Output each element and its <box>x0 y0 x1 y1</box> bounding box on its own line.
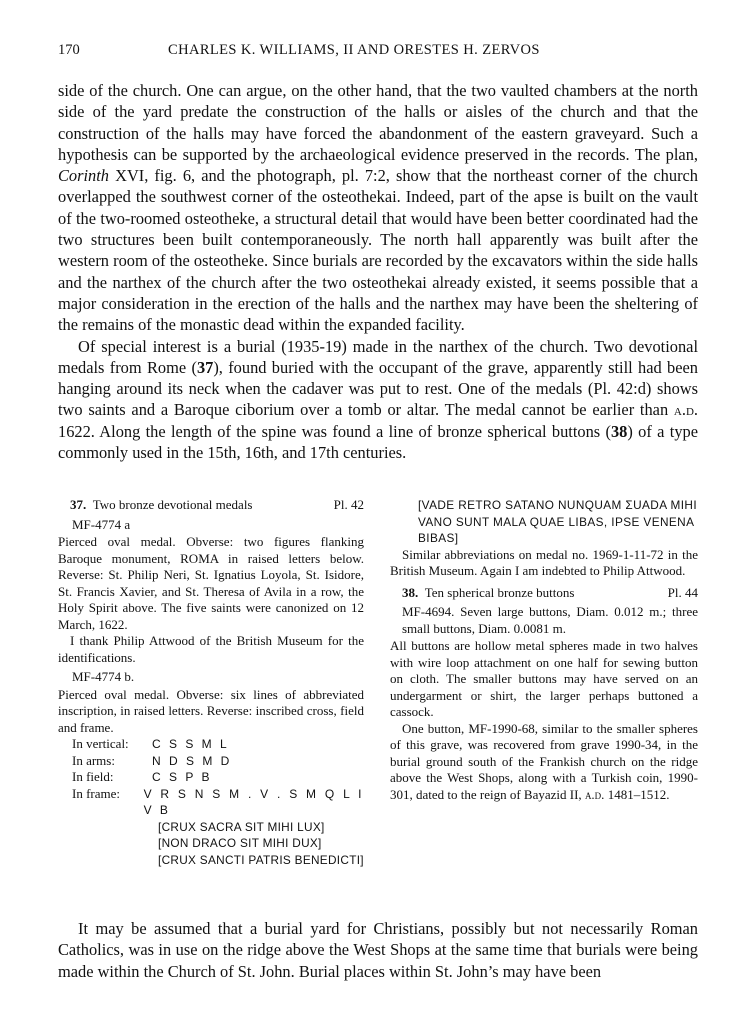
catalogue-ref-37: 37 <box>196 357 214 377</box>
entry-37-title: Two bronze devotional medals <box>92 497 253 512</box>
entry-37-mf-b: MF-4774 b. <box>72 669 135 684</box>
running-title: CHARLES K. WILLIAMS, II AND ORESTES H. ZERVOS <box>168 42 540 58</box>
inscription-expansion-1: [CRUX SACRA SIT MIHI LUX] <box>158 819 325 834</box>
closing-paragraph: It may be assumed that a burial yard for Christians, possibly but not necessarily Roman Catholics, was in use on the ridge above the West Shops at the same time that burials were being made within the Church of St. John. Burial places within St. John’s may have been <box>58 919 698 981</box>
inscription-vertical: In vertical: C S S M L <box>72 736 230 751</box>
entry-37-desc-a: Pierced oval medal. Obverse: two figures flanking Baroque monument, ROMA in raised letters below. Reverse: St. Philip Neri, St. Ignatius Loyola, St. Isidore, St. Francis Xavier, and St. Theresa of Avila in a row, the Holy Spirit above. The five saints were canonized on 12 March, 1622. <box>58 534 364 632</box>
catalogue-ref-38: 38 <box>610 421 628 441</box>
paragraph-2: Of special interest is a burial (1935-19) made in the narthex of the church. Two devotional medals from Rome (37), found buried with the occupant of the grave, apparently still had been hanging around its neck when the cadaver was put to rest. One of the medals (Pl. 42:d) shows two saints and a Baroque ciborium over a tomb or altar. The medal cannot be earlier than a.d. 1622. Along the length of the spine was found a line of bronze spherical buttons (38) of a type commonly used in the 15th, 16th, and 17th centuries. <box>58 336 698 463</box>
entry-38-plate: Pl. 44 <box>667 584 698 600</box>
entry-38-mf: MF-4694. Seven large buttons, Diam. 0.012 m.; three small buttons, Diam. 0.0081 m. <box>402 604 698 636</box>
entry-38-note: One button, MF-1990-68, similar to the smaller spheres of this grave, was recovered from grave 1990-34, in the burial ground south of the Frankish church on the ridge above the West Shops, along with a Turkish coin, 1990-301, dated to the reign of Bayazid II, a.d. 1481–1512. <box>390 720 698 802</box>
entry-37-mf-a: MF-4774 a <box>72 516 131 532</box>
inscription-arms: In arms: N D S M D <box>72 752 232 768</box>
inscription-field: In field: C S P B <box>72 769 212 784</box>
catalogue-column-left <box>58 497 364 868</box>
entry-37-heading <box>58 497 364 514</box>
entry-38-desc: All buttons are hollow metal spheres made in two halves with wire loop attachment on one half for sewing button on cloth. The smaller buttons may have served on an undergarment or shirt, the larger perhaps buttoned a cassock. <box>390 638 698 719</box>
entry-37-thanks: I thank Philip Attwood of the British Museum for the identifications. <box>58 633 364 665</box>
italic-ref: Corinth <box>58 166 110 186</box>
paragraph-1: side of the church. One can argue, on the other hand, that the two vaulted chambers at the north side of the yard predate the construction of the halls or aisles of the church and that the construction of the halls may have forced the abandonment of the eastern graveyard. Such a hypothesis can be supported by the archaeological evidence preserved in the records. The plan, Corinth XVI, fig. 6, and the photograph, pl. 7:2, show that the northeast corner of the church overlapped the southwest corner of the osteothekai. Indeed, part of the apse is built on the vault of the two-roomed osteotheke, a structural detail that would have been better coordinated had the two structures been built contemporaneously. The north hall apparently was built after the western room of the osteotheke. Since burials are recorded by the excavators within the side halls and the narthex of the church after the two osteothekai already existed, it seems possible that a major consideration in the erection of the halls and the narthex may have been the sheltering of the remains of the monastic dead within the expanded facility. <box>58 81 698 335</box>
page-header <box>58 42 698 62</box>
inscription-expansion-4: [VADE RETRO SATANO NUNQUAM ΣUADA MIHI VANO SUNT MALA QUAE LIBAS, IPSE VENENA BIBAS] <box>418 498 698 545</box>
entry-38-heading <box>390 585 698 602</box>
inscription-expansion-2: [NON DRACO SIT MIHI DUX] <box>158 836 322 850</box>
entry-38-number: 38. <box>402 584 419 600</box>
page-number: 170 <box>58 42 80 58</box>
entry-37-desc-b: Pierced oval medal. Obverse: six lines of abbreviated inscription, in raised letters. Reverse: inscribed cross, field and frame. <box>58 686 364 735</box>
entry-38-title: Ten spherical bronze buttons <box>424 584 575 600</box>
inscription-frame: In frame: V R S N S M . V . S M Q L I V B <box>72 785 364 817</box>
catalogue-column-right <box>390 497 698 803</box>
entry-37-plate: Pl. 42 <box>333 497 364 512</box>
inscription-expansion-3: [CRUX SANCTI PATRIS BENEDICTI] <box>158 852 364 867</box>
entry-37-similar: Similar abbreviations on medal no. 1969-1-11-72 in the British Museum. Again I am indebted to Philip Attwood. <box>390 546 698 578</box>
main-text <box>58 80 698 463</box>
entry-37-number: 37. <box>70 497 87 512</box>
